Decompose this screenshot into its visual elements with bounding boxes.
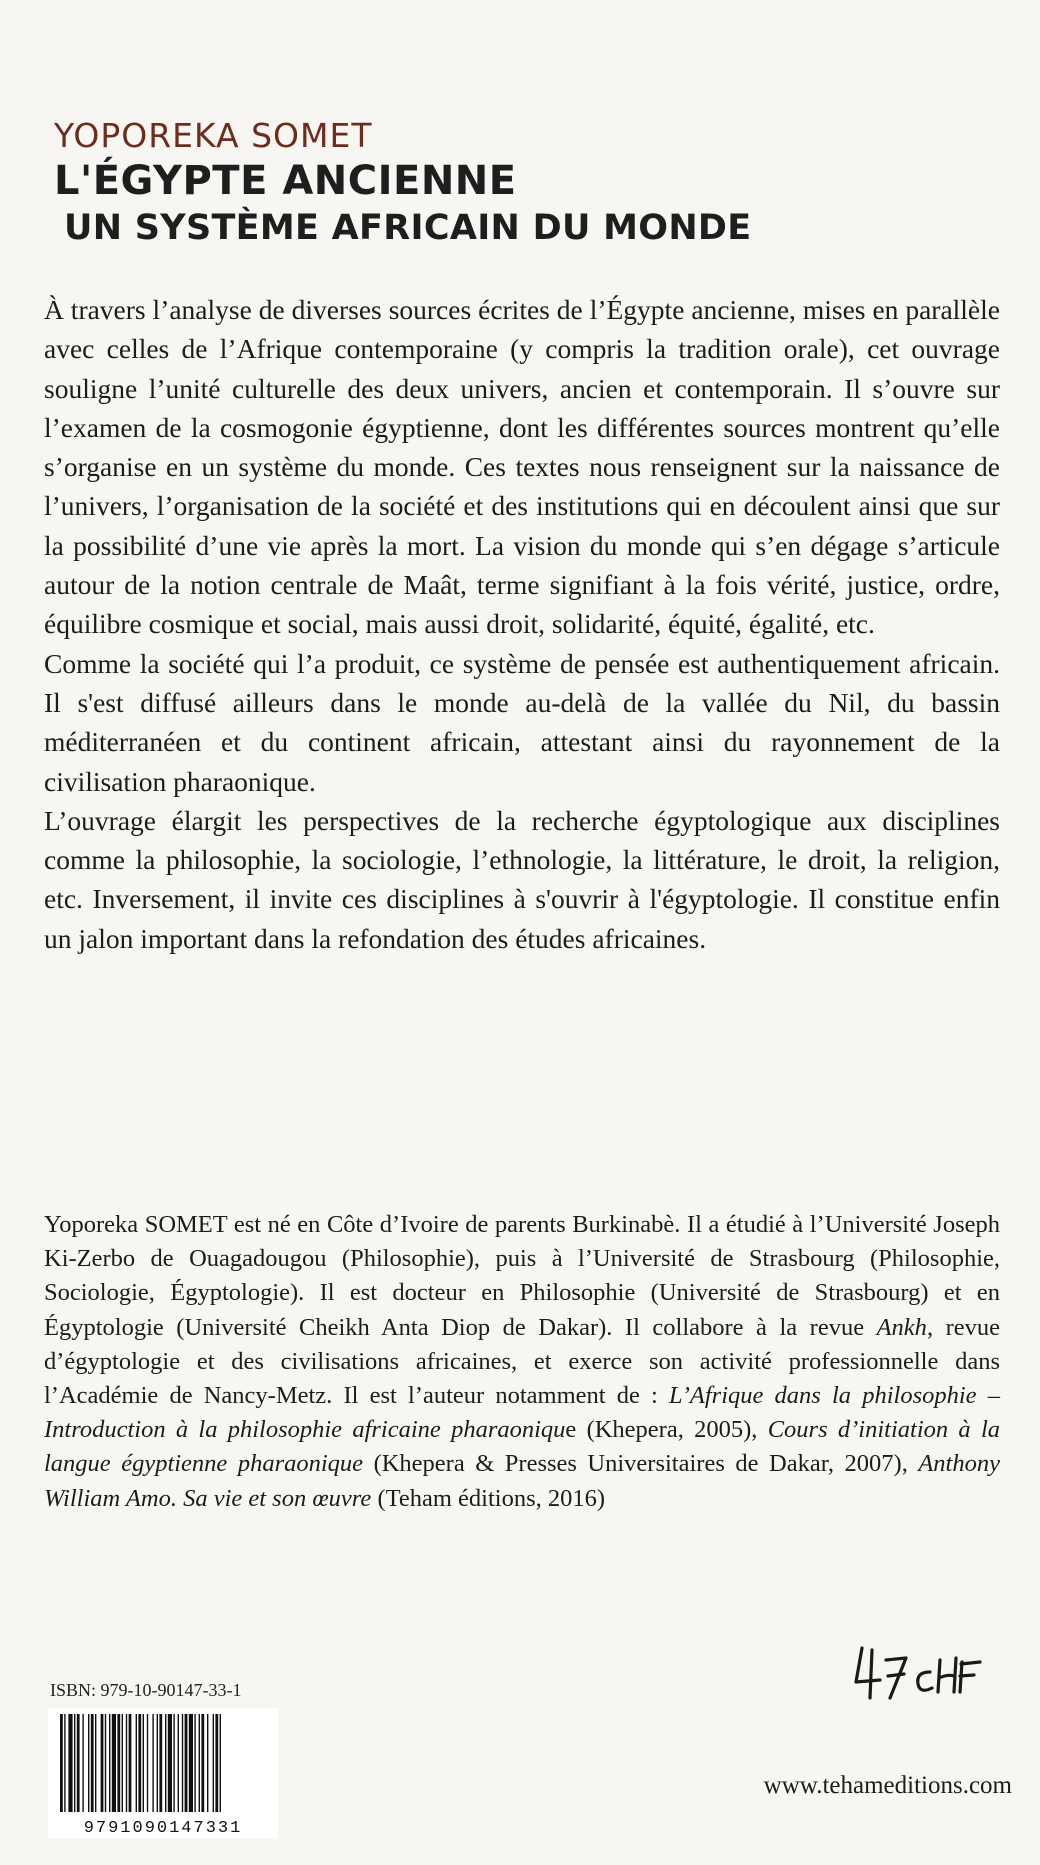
isbn-label: ISBN: 979-10-90147-33-1 [50,1680,242,1700]
barcode-bar [122,1714,123,1812]
journal-title: Ankh [876,1313,927,1341]
barcode-bar [168,1714,172,1812]
book-reference-detail: (Khepera & Presses Universitaires de Dakar, 2007), [363,1450,919,1478]
barcode-bar [213,1714,214,1812]
barcode-bar [157,1714,158,1812]
barcode-bar [129,1714,132,1812]
barcode-bar [109,1714,110,1812]
barcode-bar [147,1714,148,1812]
barcode-bar [82,1714,83,1812]
barcode-bar [215,1714,218,1812]
barcode-bar [173,1714,174,1812]
book-reference-title: Anthony William Amo. Sa vie et son œuvre [44,1450,1000,1512]
barcode-bar [91,1714,94,1812]
barcode-bar [101,1714,104,1812]
barcode-bar [194,1714,195,1812]
barcode-bar [152,1714,153,1812]
barcode-bar [165,1714,166,1812]
book-subtitle: UN SYSTÈME AFRICAIN DU MONDE [64,208,752,248]
barcode-bar [68,1714,72,1812]
book-reference-detail: e (Khepera, 2005), [565,1416,768,1444]
barcode-digits: 9791090147331 [83,1819,243,1838]
barcode-bar [159,1714,162,1812]
barcode-bar [220,1714,221,1812]
blurb-paragraph: Comme la société qui l’a produit, ce système de pensée est authentiquement africain. Il s'est diffusé ailleurs dans le monde au-delà de la vallée du Nil, du bassin méditerranéen et du continent africain, attestant ainsi du rayonnement de la civilisation pharaonique. [44,647,1000,797]
barcode-bar [138,1714,141,1812]
barcode-bar [189,1714,193,1812]
book-reference-title: L’Afrique dans la philosophie – Introduction à la philosophie africaine pharaoniqu [44,1382,1000,1444]
barcode-bar [64,1714,65,1812]
barcode-bar [117,1714,120,1812]
bio-text: , revue d’égyptologie et des civilisations africaines, et exerce son activité professionnelle dans l’Académie de Nancy-Metz. Il est l’auteur notamment de : [44,1313,1000,1410]
barcode-bar [105,1714,106,1812]
barcode-bar [207,1714,208,1812]
barcode-bar [136,1714,137,1812]
barcode-bar [112,1714,116,1812]
author-name: YOPOREKA SOMET [54,116,373,155]
barcode-bar [60,1714,63,1812]
book-title: L'ÉGYPTE ANCIENNE [54,158,517,204]
barcode-bar [201,1714,204,1812]
barcode-bar [88,1714,89,1812]
barcode-bar [182,1714,183,1812]
book-reference-title: Cours d’initiation à la langue égyptienne pharaonique [44,1416,1000,1478]
blurb-paragraph: L’ouvrage élargit les perspectives de la recherche égyptologique aux disciplines comme la philosophie, la sociologie, l’ethnologie, la littérature, le droit, la religion, etc. Inversement, il invite ces disciplines à s'ouvrir à l'égyptologie. Il constitue enfin un jalon important dans la refondation des études africaines. [44,804,1000,954]
barcode-bar [77,1714,80,1812]
author-bio [44,1208,1000,1516]
barcode-bar [74,1714,75,1812]
isbn-barcode [48,1708,278,1838]
publisher-website: www.tehameditions.com [763,1772,1012,1799]
author-bio-paragraph [44,1208,1000,1516]
barcode-bar [126,1714,127,1812]
barcode-bar [143,1714,144,1812]
barcode-bar [199,1714,200,1812]
blurb-paragraph: À travers l’analyse de diverses sources écrites de l’Égypte ancienne, mises en parallèle avec celles de l’Afrique contemporaine (y compris la tradition orale), cet ouvrage souligne l’unité culturelle des deux univers, ancien et contemporain. Il s’ouvre sur l’examen de la cosmogonie égyptienne, dont les différentes sources montrent qu’elle s’organise en un système du monde. Ces textes nous renseignent sur la naissance de l’univers, l’organisation de la société et des institutions qui en découlent ainsi que sur la possibilité d’une vie après la mort. La vision du monde qui s’en dégage s’articule autour de la notion centrale de Maât, terme signifiant à la fois vérité, justice, ordre, équilibre cosmique et social, mais aussi droit, solidarité, équité, égalité, etc. [44,294,1000,640]
barcode-bar [95,1714,96,1812]
bio-text: Yoporeka SOMET est né en Côte d’Ivoire de parents Burkinabè. Il a étudié à l’Université Joseph Ki-Zerbo de Ouagadougou (Philosophie), puis à l’Université de Strasbourg (Philosophie, Sociologie, Égyptologie). Il est docteur en Philosophie (Université de Strasbourg) et en Égyptologie (Université Cheikh Anta Diop de Dakar). Il collabore à la revue [44,1211,1000,1341]
barcode-bar [185,1714,188,1812]
book-reference-detail: (Teham éditions, 2016) [371,1484,606,1512]
book-blurb [44,290,1000,958]
handwritten-price [850,1640,1020,1710]
barcode-bar [178,1714,179,1812]
